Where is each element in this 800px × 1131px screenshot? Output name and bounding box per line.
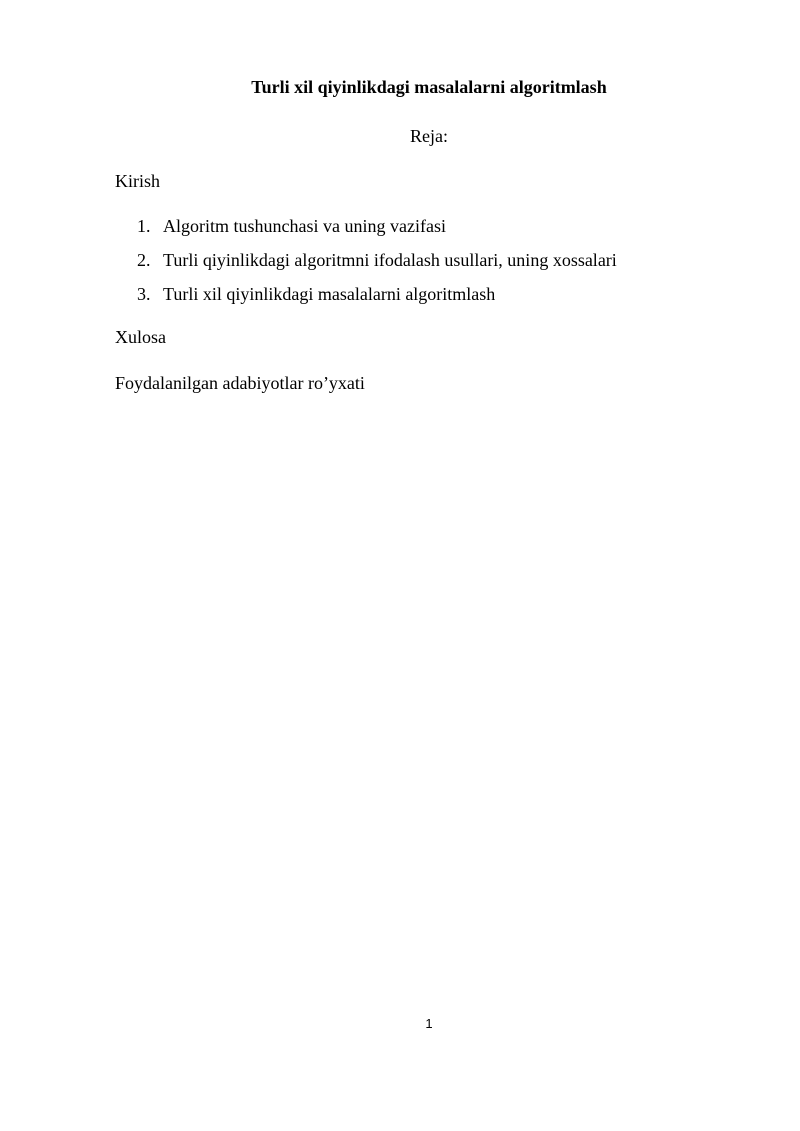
list-item-text: Turli qiyinlikdagi algoritmni ifodalash usullari, uning xossalari bbox=[163, 250, 617, 270]
list-item-number: 1. bbox=[137, 216, 151, 236]
list-item bbox=[137, 215, 617, 237]
contents-list bbox=[137, 215, 617, 317]
list-item-text: Turli xil qiyinlikdagi masalalarni algoritmlash bbox=[163, 284, 496, 304]
list-item-number: 2. bbox=[137, 250, 151, 270]
list-item bbox=[137, 249, 617, 271]
conclusion-heading: Xulosa bbox=[115, 327, 166, 347]
introduction-heading: Kirish bbox=[115, 171, 160, 191]
page-number: 1 bbox=[425, 1016, 433, 1031]
references-heading: Foydalanilgan adabiyotlar ro’yxati bbox=[115, 373, 365, 393]
list-item-text: Algoritm tushunchasi va uning vazifasi bbox=[163, 216, 446, 236]
list-item bbox=[137, 283, 617, 305]
list-item-number: 3. bbox=[137, 284, 151, 304]
document-title: Turli xil qiyinlikdagi masalalarni algoritmlash bbox=[251, 77, 607, 97]
plan-heading: Reja: bbox=[410, 126, 448, 146]
